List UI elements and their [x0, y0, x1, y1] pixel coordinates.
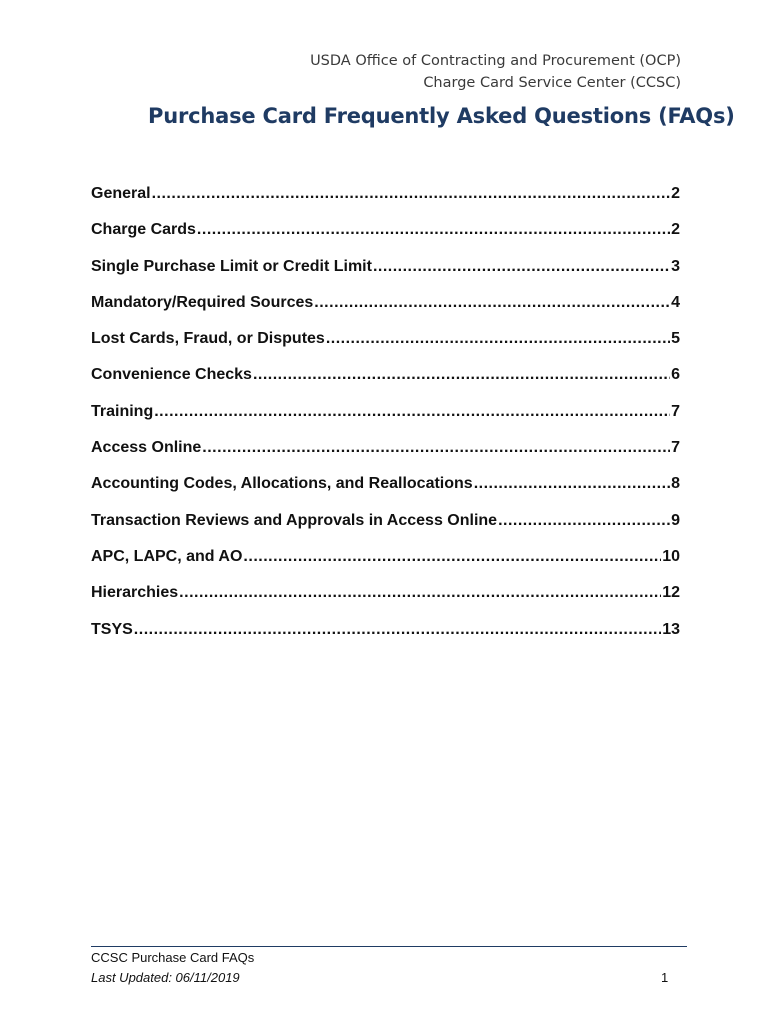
- toc-entry-tsys[interactable]: [91, 621, 680, 657]
- toc-page-number: 12: [662, 584, 680, 602]
- toc-label: Charge Cards: [91, 221, 196, 239]
- header-organization: [310, 50, 681, 94]
- toc-label: Mandatory/Required Sources: [91, 293, 314, 311]
- toc-dot-leader: [498, 512, 670, 530]
- toc-label: Training: [91, 402, 154, 420]
- toc-page-number: 3: [671, 257, 680, 275]
- toc-page-number: 7: [671, 439, 680, 457]
- footer-divider: [91, 946, 687, 947]
- toc-entry-lost-cards[interactable]: [91, 330, 680, 366]
- toc-label: Single Purchase Limit or Credit Limit: [91, 257, 372, 275]
- toc-page-number: 2: [671, 185, 680, 202]
- toc-page-number: 6: [671, 366, 680, 384]
- toc-dot-leader: [134, 621, 661, 639]
- toc-entry-mandatory-sources[interactable]: [91, 294, 680, 330]
- toc-dot-leader: [243, 548, 661, 566]
- toc-label: Accounting Codes, Allocations, and Reallocations: [91, 475, 473, 493]
- toc-label: General: [91, 185, 151, 202]
- toc-entry-access-online[interactable]: [91, 439, 680, 475]
- toc-entry-transaction-reviews[interactable]: [91, 512, 680, 548]
- toc-dot-leader: [152, 185, 671, 203]
- toc-entry-charge-cards[interactable]: [91, 221, 680, 257]
- toc-label: Hierarchies: [91, 584, 179, 602]
- header-org-line-2: Charge Card Service Center (CCSC): [423, 75, 681, 91]
- footer-page-number: 1: [661, 970, 669, 985]
- toc-dot-leader: [474, 475, 670, 493]
- toc-dot-leader: [154, 403, 670, 421]
- toc-dot-leader: [326, 330, 670, 348]
- toc-page-number: 8: [671, 475, 680, 493]
- toc-entry-apc-lapc-ao[interactable]: [91, 548, 680, 584]
- toc-dot-leader: [179, 584, 661, 602]
- toc-label: Convenience Checks: [91, 366, 252, 384]
- toc-label: TSYS: [91, 620, 133, 638]
- toc-dot-leader: [197, 221, 670, 239]
- toc-page-number: 9: [671, 511, 680, 529]
- page-title: Purchase Card Frequently Asked Questions (FAQs): [148, 104, 735, 128]
- toc-page-number: 2: [671, 221, 680, 239]
- toc-dot-leader: [253, 366, 670, 384]
- toc-label: Transaction Reviews and Approvals in Access Online: [91, 511, 498, 529]
- toc-label: Access Online: [91, 439, 202, 457]
- toc-entry-hierarchies[interactable]: [91, 584, 680, 620]
- toc-dot-leader: [373, 258, 670, 276]
- toc-dot-leader: [202, 439, 670, 457]
- header-org-line-1: USDA Office of Contracting and Procurement (OCP): [310, 53, 681, 69]
- toc-page-number: 5: [671, 330, 680, 348]
- toc-page-number: 10: [662, 547, 680, 565]
- toc-label: APC, LAPC, and AO: [91, 547, 243, 565]
- table-of-contents: [91, 185, 680, 657]
- toc-entry-training[interactable]: [91, 403, 680, 439]
- toc-entry-general[interactable]: [91, 185, 680, 221]
- toc-label: Lost Cards, Fraud, or Disputes: [91, 330, 325, 348]
- toc-entry-convenience-checks[interactable]: [91, 366, 680, 402]
- toc-page-number: 4: [671, 293, 680, 311]
- toc-entry-accounting-codes[interactable]: [91, 475, 680, 511]
- toc-entry-single-purchase-limit[interactable]: [91, 258, 680, 294]
- toc-page-number: 13: [662, 620, 680, 638]
- toc-page-number: 7: [671, 402, 680, 420]
- footer-last-updated: Last Updated: 06/11/2019: [91, 970, 240, 985]
- toc-dot-leader: [314, 294, 670, 312]
- footer-document-title: CCSC Purchase Card FAQs: [91, 950, 255, 965]
